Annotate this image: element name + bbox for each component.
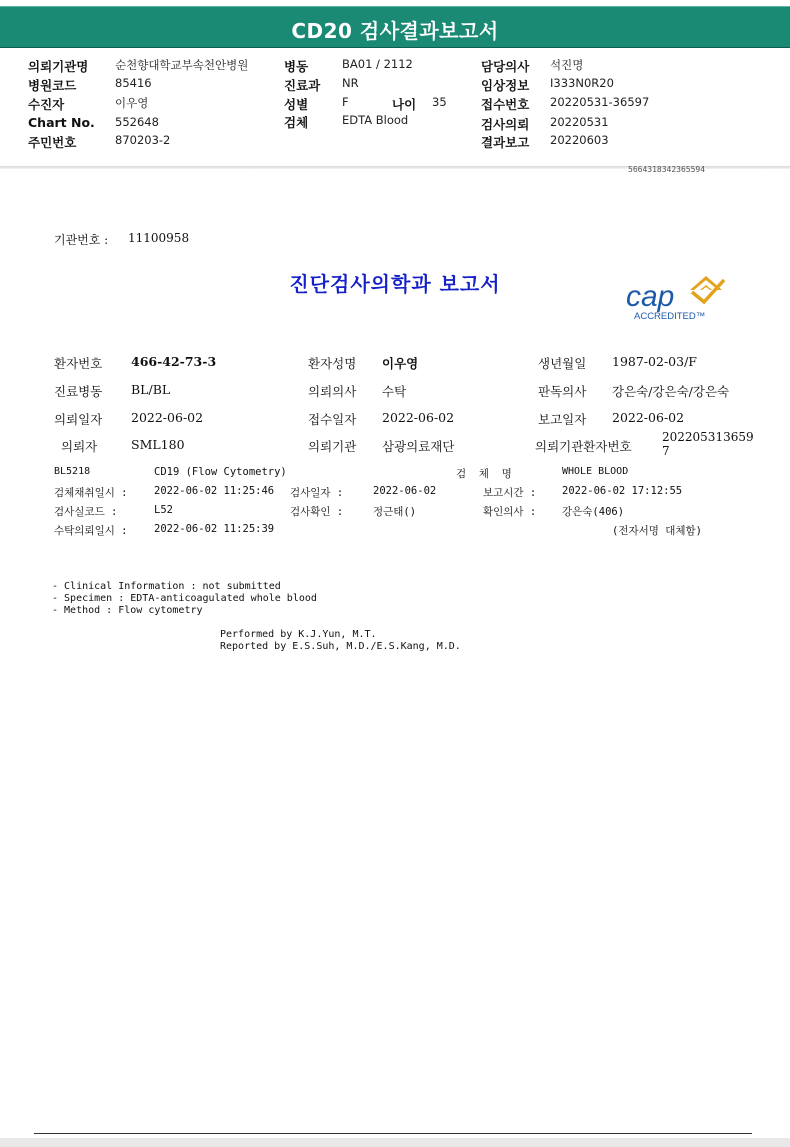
- row-value-patient-name: 이우영: [382, 356, 419, 371]
- page-title: CD20 검사결과보고서: [291, 19, 499, 43]
- field-value-result-date: 20220603: [550, 133, 609, 147]
- field-value-chart-no: 552648: [115, 115, 159, 129]
- cap-logo-icon: [620, 268, 732, 330]
- field-label-clinical-info: 임상정보: [481, 78, 530, 93]
- cap-accredited-logo: [620, 268, 732, 330]
- field-label-accession-no: 접수번호: [481, 97, 530, 112]
- electronic-signature-note: (전자서명 대체함): [612, 525, 702, 537]
- confirm-value: 정근태(): [373, 506, 417, 518]
- field-value-accession-no: 20220531-36597: [550, 95, 650, 109]
- row-label-report-date: 보고일자: [538, 412, 587, 427]
- field-value-sex: F: [342, 95, 349, 109]
- field-value-resident-no: 870203-2: [115, 133, 171, 147]
- row-label-request-date: 의뢰일자: [54, 412, 103, 427]
- report-header-bar: [0, 6, 790, 48]
- field-label-doctor: 담당의사: [481, 59, 530, 74]
- field-label-department: 진료과: [284, 78, 321, 93]
- row-value-birthdate: 1987-02-03/F: [612, 354, 697, 369]
- row-label-patient-no: 환자번호: [54, 356, 103, 371]
- field-value-request-date: 20220531: [550, 115, 609, 129]
- row-value-ordering-doctor: 수탁: [382, 384, 407, 399]
- row-value-request-date: 2022-06-02: [131, 410, 204, 425]
- row-value-inst-patient-no: 202205313659: [662, 430, 754, 444]
- confirm-label: 검사확인 :: [290, 506, 344, 518]
- note-clinical-info: - Clinical Information : not submitted: [52, 581, 281, 592]
- test-date-value: 2022-06-02: [373, 485, 437, 497]
- institution-no-value: 11100958: [128, 231, 190, 245]
- note-specimen: - Specimen : EDTA-anticoagulated whole blood: [52, 593, 317, 604]
- confirm-doctor-value: 강은숙(406): [562, 506, 625, 518]
- field-label-request-date: 검사의뢰: [481, 117, 530, 132]
- report-time-label: 보고시간 :: [483, 487, 537, 499]
- field-label-age: 나이: [392, 97, 417, 112]
- row-label-birthdate: 생년월일: [538, 356, 587, 371]
- field-label-chart-no: Chart No.: [28, 115, 95, 130]
- row-value-requesting-institution: 삼광의료재단: [382, 439, 455, 454]
- note-method: - Method : Flow cytometry: [52, 605, 203, 616]
- barcode-number: 5664318342365594: [628, 165, 706, 174]
- row-value-inst-patient-no-cont: 7: [662, 444, 670, 458]
- row-value-receipt-date: 2022-06-02: [382, 410, 455, 425]
- footer-divider: [34, 1133, 752, 1134]
- field-value-patient: 이우영: [115, 96, 149, 110]
- row-value-ward: BL/BL: [131, 382, 171, 397]
- row-value-requester: SML180: [131, 437, 185, 452]
- field-label-patient: 수진자: [28, 97, 65, 112]
- test-code: BL5218: [54, 466, 91, 477]
- performed-by: Performed by K.J.Yun, M.T.: [220, 629, 377, 640]
- lab-code-label: 검사실코드 :: [54, 506, 118, 518]
- field-value-hospital-code: 85416: [115, 76, 152, 90]
- field-label-ward: 병동: [284, 59, 309, 74]
- field-value-specimen: EDTA Blood: [342, 113, 409, 127]
- consign-label: 수탁의뢰일시 :: [54, 525, 128, 537]
- collect-value: 2022-06-02 11:25:46: [154, 485, 275, 497]
- confirm-doctor-label: 확인의사 :: [483, 506, 537, 518]
- row-label-requester: 의뢰자: [61, 439, 98, 454]
- row-label-reading-doctor: 판독의사: [538, 384, 587, 399]
- cap-logo-sub: ACCREDITED™: [634, 311, 706, 322]
- field-value-department: NR: [342, 76, 359, 90]
- lab-code-value: L52: [154, 504, 173, 516]
- cap-logo-text: cap: [626, 280, 675, 313]
- row-label-receipt-date: 접수일자: [308, 412, 357, 427]
- field-value-doctor: 석진명: [550, 58, 584, 72]
- row-label-ward: 진료병동: [54, 384, 103, 399]
- consign-value: 2022-06-02 11:25:39: [154, 523, 275, 535]
- row-value-patient-no: 466-42-73-3: [131, 354, 217, 369]
- field-label-specimen: 검체: [284, 115, 309, 130]
- field-label-result-date: 결과보고: [481, 135, 530, 150]
- row-label-requesting-institution: 의뢰기관: [308, 439, 357, 454]
- field-label-resident-no: 주민번호: [28, 135, 77, 150]
- test-name: CD19 (Flow Cytometry): [154, 466, 287, 478]
- report-title: 진단검사의학과 보고서: [289, 272, 501, 296]
- test-date-label: 검사일자 :: [290, 487, 344, 499]
- row-label-patient-name: 환자성명: [308, 356, 357, 371]
- row-label-inst-patient-no: 의뢰기관환자번호: [535, 439, 632, 454]
- reported-by: Reported by E.S.Suh, M.D./E.S.Kang, M.D.: [220, 641, 461, 652]
- field-label-institution: 의뢰기관명: [28, 59, 89, 74]
- institution-no-label: 기관번호 :: [54, 233, 109, 247]
- field-value-ward: BA01 / 2112: [342, 57, 413, 71]
- collect-label: 검체채취일시 :: [54, 487, 128, 499]
- row-value-report-date: 2022-06-02: [612, 410, 685, 425]
- field-label-hospital-code: 병원코드: [28, 78, 77, 93]
- row-value-reading-doctor: 강은숙/강은숙/강은숙: [612, 384, 730, 399]
- specimen-value: WHOLE BLOOD: [562, 466, 629, 477]
- field-value-institution: 순천향대학교부속천안병원: [115, 58, 249, 72]
- report-time-value: 2022-06-02 17:12:55: [562, 485, 683, 497]
- footer-strip: [0, 1138, 790, 1147]
- row-label-ordering-doctor: 의뢰의사: [308, 384, 357, 399]
- field-value-age: 35: [432, 95, 447, 109]
- field-label-sex: 성별: [284, 97, 309, 112]
- specimen-label: 검 체 명: [456, 468, 512, 480]
- field-value-clinical-info: I333N0R20: [550, 76, 614, 90]
